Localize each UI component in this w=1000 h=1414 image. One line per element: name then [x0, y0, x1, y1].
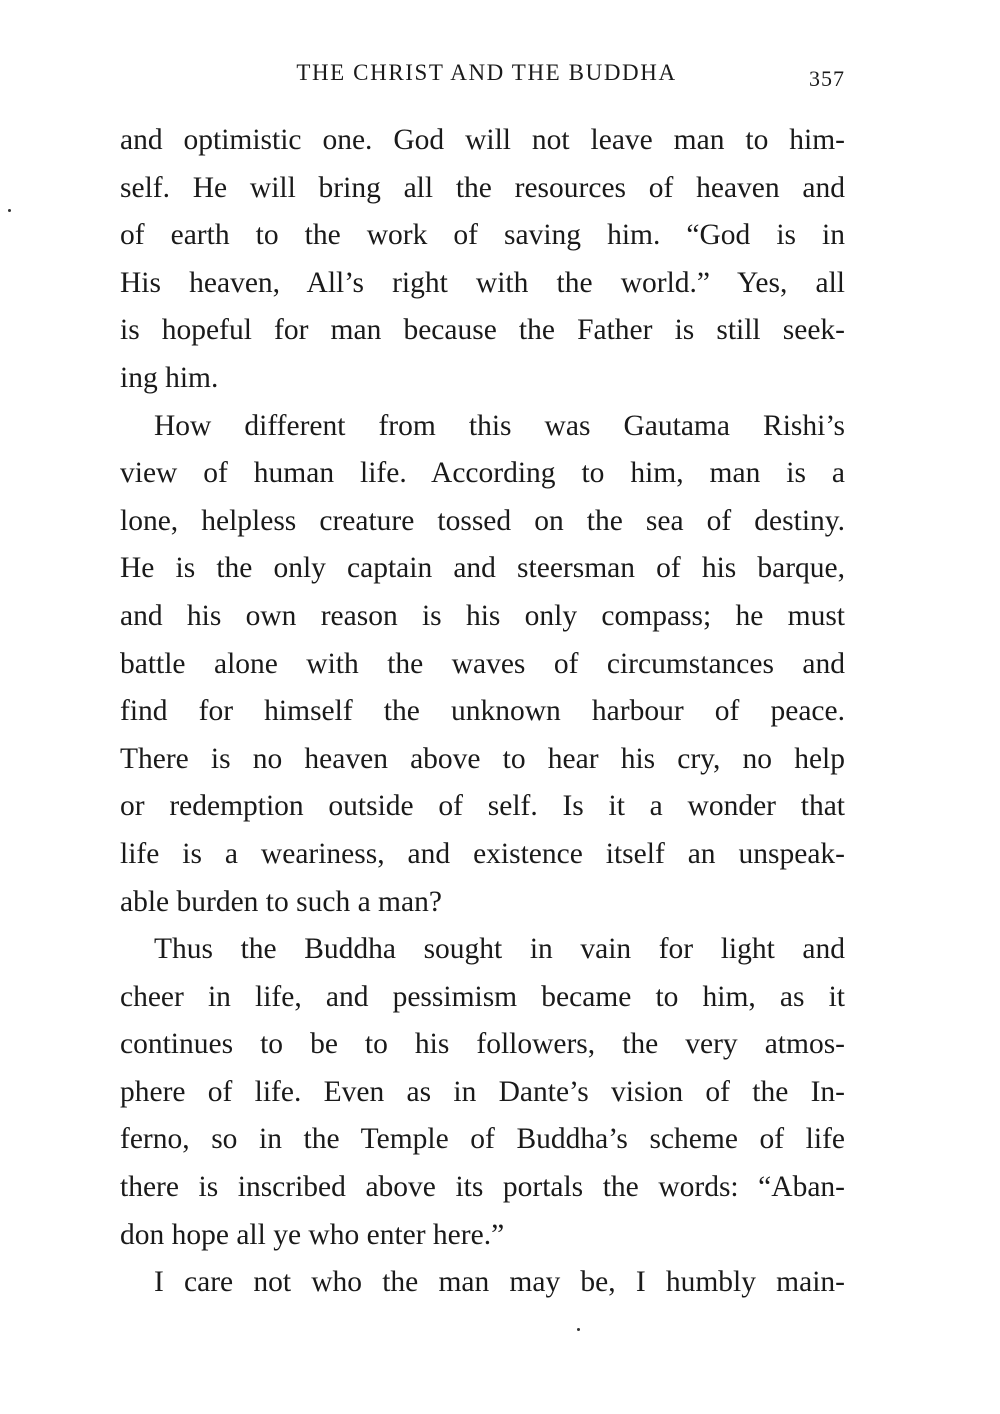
text-line: is hopeful for man because the Father is still seek-	[120, 314, 845, 347]
text-line: of earth to the work of saving him. “God is in	[120, 219, 845, 252]
text-line: His heaven, All’s right with the world.” Yes, all	[120, 266, 845, 299]
text-line: lone, helpless creature tossed on the sea of destiny.	[120, 504, 845, 537]
running-title: THE CHRIST AND THE BUDDHA	[296, 60, 677, 85]
text-line: There is no heaven above to hear his cry, no help	[120, 742, 845, 775]
text-line: self. He will bring all the resources of heaven and	[120, 171, 845, 204]
text-line: able burden to such a man?	[120, 885, 442, 918]
paragraph-1	[120, 117, 845, 403]
text-line: ing him.	[120, 361, 219, 394]
text-line: and optimistic one. God will not leave man to him-	[120, 124, 845, 156]
text-line: How different from this was Gautama Rishi’s	[154, 409, 845, 442]
text-line: ferno, so in the Temple of Buddha’s scheme of life	[120, 1123, 845, 1156]
page-number: 357	[809, 66, 845, 91]
running-head	[120, 60, 845, 94]
text-line: there is inscribed above its portals the words: “Aban-	[120, 1171, 845, 1204]
text-line: life is a weariness, and existence itself an unspeak-	[120, 837, 845, 870]
text-line: battle alone with the waves of circumstances and	[120, 647, 845, 680]
body-text	[120, 117, 845, 1307]
text-line: He is the only captain and steersman of his barque,	[120, 552, 845, 585]
paragraph-2	[120, 403, 845, 927]
text-line: and his own reason is his only compass; he must	[120, 599, 845, 632]
paragraph-3	[120, 926, 845, 1259]
text-line: or redemption outside of self. Is it a wonder that	[120, 790, 845, 823]
paragraph-4	[120, 1259, 845, 1307]
text-line: find for himself the unknown harbour of peace.	[120, 695, 845, 728]
text-line: Thus the Buddha sought in vain for light and	[154, 933, 845, 966]
scan-speck	[8, 209, 11, 212]
text-line: view of human life. According to him, man is a	[120, 457, 845, 490]
text-line: don hope all ye who enter here.”	[120, 1218, 505, 1251]
text-line: I care not who the man may be, I humbly main-	[154, 1266, 845, 1299]
text-line: phere of life. Even as in Dante’s vision of the In-	[120, 1075, 845, 1108]
text-line: cheer in life, and pessimism became to him, as it	[120, 980, 845, 1013]
scan-speck	[577, 1328, 580, 1331]
text-line: continues to be to his followers, the very atmos-	[120, 1028, 845, 1061]
